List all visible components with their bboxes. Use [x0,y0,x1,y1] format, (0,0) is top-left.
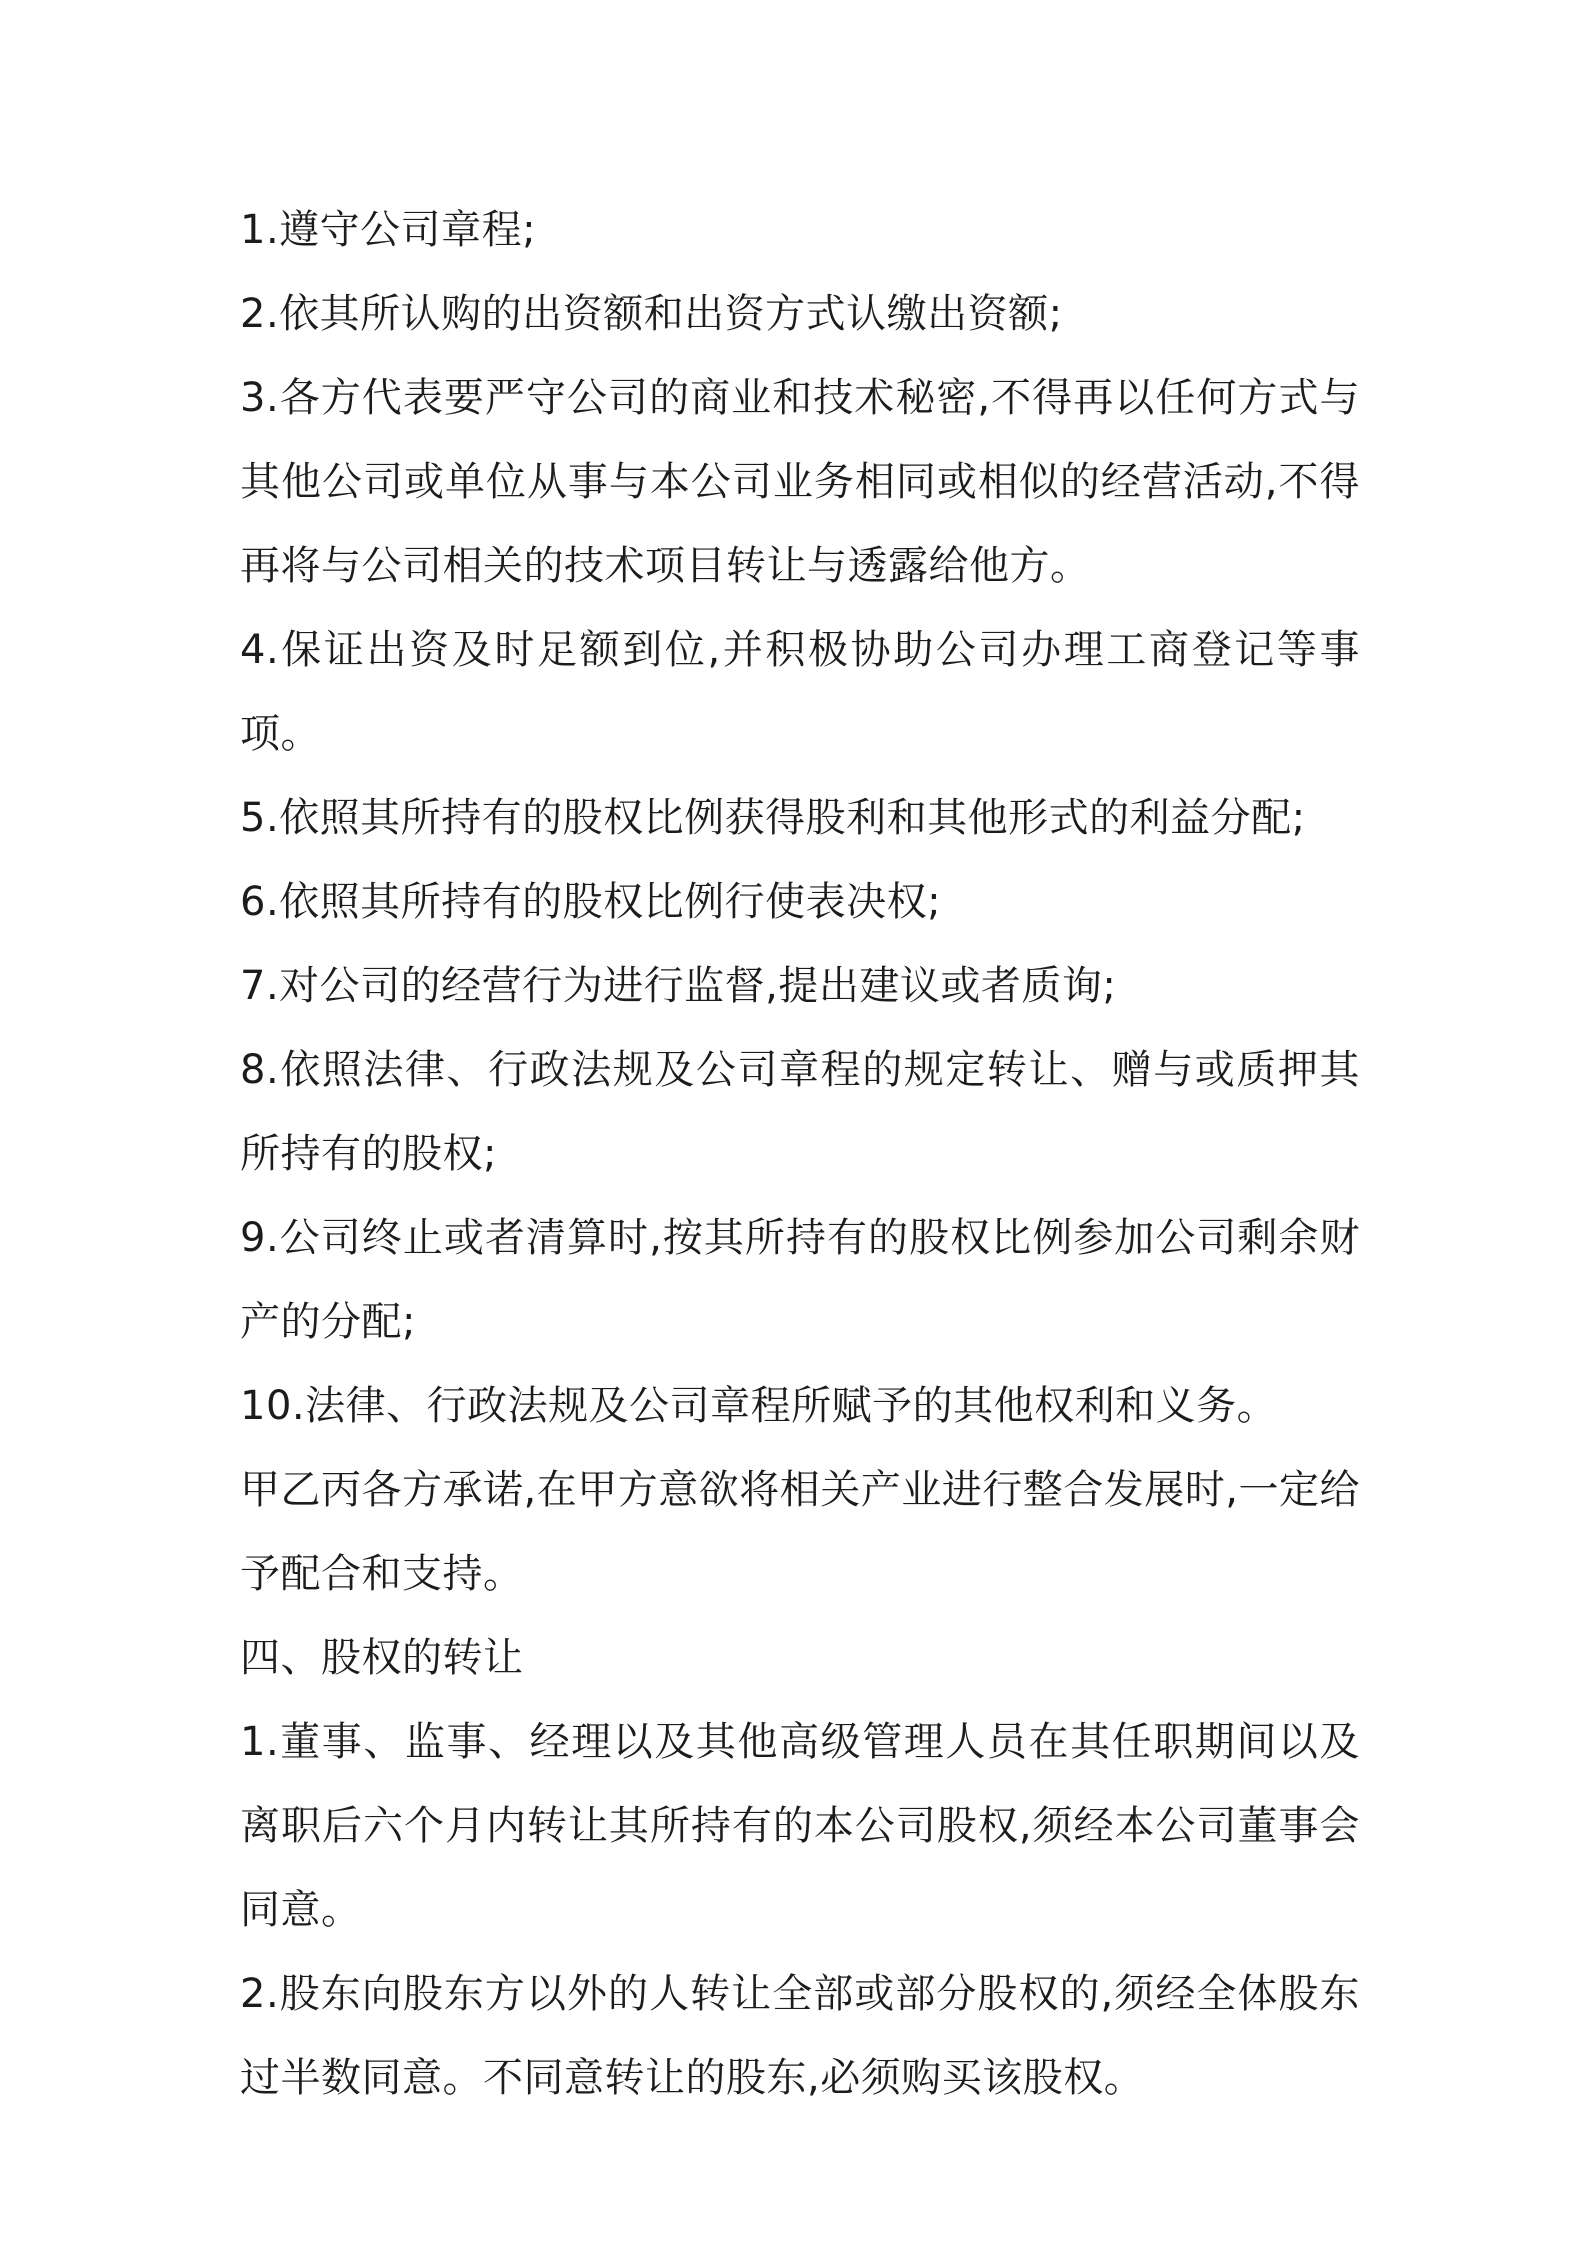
paragraph-right-10: 10.法律、行政法规及公司章程所赋予的其他权利和义务。 [240,1383,1278,1429]
paragraph-obligation-4: 4.保证出资及时足额到位,并积极协助公司办理工商登记等事项。 [240,627,1360,757]
paragraph-right-7: 7.对公司的经营行为进行监督,提出建议或者质询; [240,963,1117,1009]
paragraph-commitment: 甲乙丙各方承诺,在甲方意欲将相关产业进行整合发展时,一定给予配合和支持。 [240,1467,1360,1597]
paragraph-right-8: 8.依照法律、行政法规及公司章程的规定转让、赠与或质押其所持有的股权; [240,1047,1360,1177]
document-body [240,188,1360,2120]
paragraph-obligation-3: 3.各方代表要严守公司的商业和技术秘密,不得再以任何方式与其他公司或单位从事与本公司业务相同或相似的经营活动,不得再将与公司相关的技术项目转让与透露给他方。 [240,375,1360,589]
paragraph-transfer-1: 1.董事、监事、经理以及其他高级管理人员在其任职期间以及离职后六个月内转让其所持有的本公司股权,须经本公司董事会同意。 [240,1719,1360,1933]
section-heading-equity-transfer: 四、股权的转让 [240,1635,524,1681]
paragraph-right-9: 9.公司终止或者清算时,按其所持有的股权比例参加公司剩余财产的分配; [240,1215,1360,1345]
paragraph-obligation-2: 2.依其所认购的出资额和出资方式认缴出资额; [240,291,1063,337]
paragraph-right-5: 5.依照其所持有的股权比例获得股利和其他形式的利益分配; [240,795,1306,841]
paragraph-transfer-2: 2.股东向股东方以外的人转让全部或部分股权的,须经全体股东过半数同意。不同意转让的股东,必须购买该股权。 [240,1971,1360,2101]
paragraph-obligation-1: 1.遵守公司章程; [240,207,537,253]
paragraph-right-6: 6.依照其所持有的股权比例行使表决权; [240,879,942,925]
